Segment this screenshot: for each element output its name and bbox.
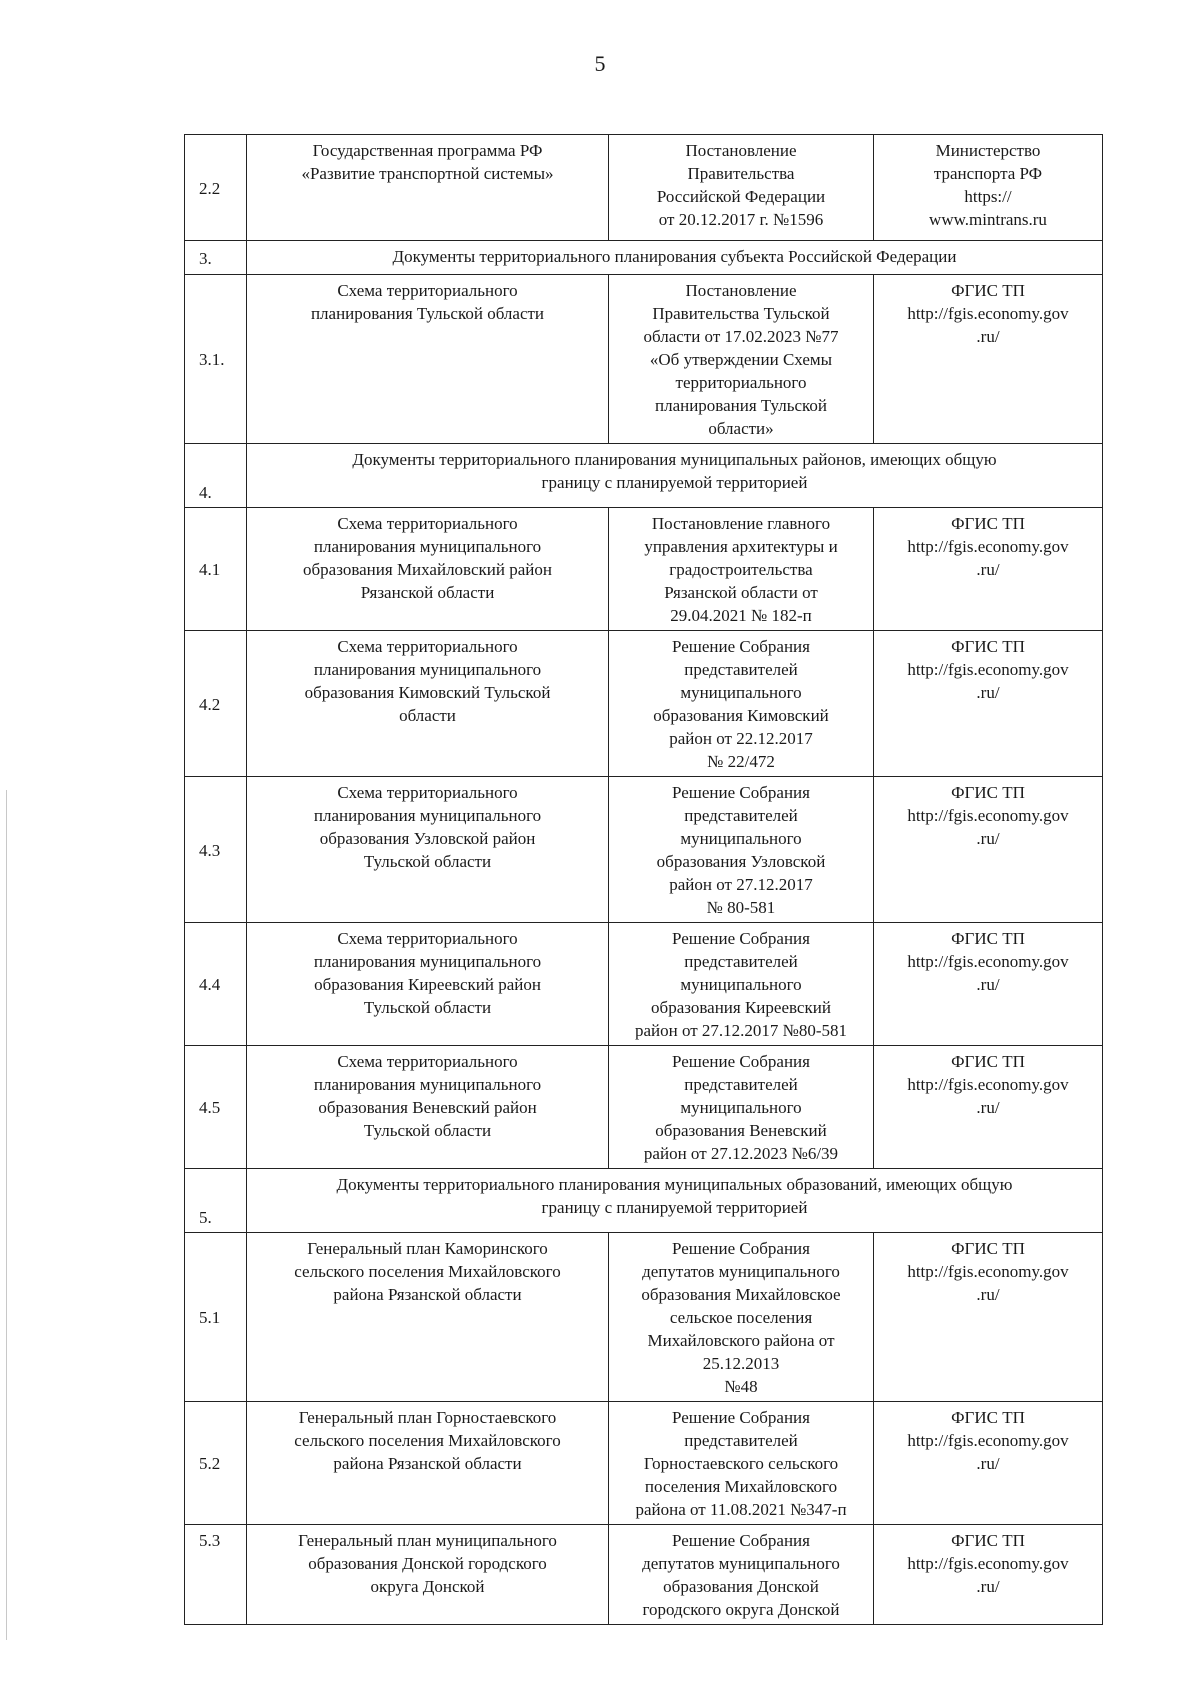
table-row [185,923,1103,1046]
source-reference: ФГИС ТП http://fgis.economy.gov .ru/ [874,1525,1103,1625]
approval-act: Решение Собрания представителей муниципального образования Киреевский район от 27.12.2017 №80-581 [609,923,874,1046]
approval-act: Постановление Правительства Тульской области от 17.02.2023 №77 «Об утверждении Схемы территориального планирования Тульской области» [609,275,874,444]
row-number: 4.2 [185,631,247,777]
table-row [185,1046,1103,1169]
document-name: Государственная программа РФ «Развитие транспортной системы» [247,135,609,241]
section-title: Документы территориального планирования муниципальных районов, имеющих общую границу с планируемой территорией [247,444,1103,508]
row-number: 5.2 [185,1402,247,1525]
table-row [185,1233,1103,1402]
row-number: 2.2 [185,135,247,241]
section-number: 4. [185,444,247,508]
source-reference: ФГИС ТП http://fgis.economy.gov .ru/ [874,1402,1103,1525]
section-title: Документы территориального планирования муниципальных образований, имеющих общую границу с планируемой территорией [247,1169,1103,1233]
approval-act: Постановление Правительства Российской Федерации от 20.12.2017 г. №1596 [609,135,874,241]
source-reference: ФГИС ТП http://fgis.economy.gov .ru/ [874,275,1103,444]
document-name: Схема территориального планирования муниципального образования Михайловский район Рязанской области [247,508,609,631]
document-name: Генеральный план Горностаевского сельского поселения Михайловского района Рязанской области [247,1402,609,1525]
approval-act: Решение Собрания депутатов муниципального образования Донской городского округа Донской [609,1525,874,1625]
section-number: 5. [185,1169,247,1233]
source-reference: ФГИС ТП http://fgis.economy.gov .ru/ [874,923,1103,1046]
row-number: 5.1 [185,1233,247,1402]
table-row [185,275,1103,444]
source-reference: Министерство транспорта РФ https:// www.mintrans.ru [874,135,1103,241]
document-name: Схема территориального планирования муниципального образования Веневский район Тульской области [247,1046,609,1169]
approval-act: Решение Собрания представителей муниципального образования Узловской район от 27.12.2017 № 80-581 [609,777,874,923]
row-number: 4.4 [185,923,247,1046]
table-row [185,135,1103,241]
table-row [185,1402,1103,1525]
section-row [185,1169,1103,1233]
scan-edge-line [6,790,7,1640]
row-number: 4.3 [185,777,247,923]
approval-act: Решение Собрания депутатов муниципального образования Михайловское сельское поселения Михайловского района от 25.12.2013 №48 [609,1233,874,1402]
approval-act: Решение Собрания представителей муниципального образования Кимовский район от 22.12.2017 № 22/472 [609,631,874,777]
document-name: Схема территориального планирования муниципального образования Узловской район Тульской области [247,777,609,923]
source-reference: ФГИС ТП http://fgis.economy.gov .ru/ [874,1233,1103,1402]
section-title: Документы территориального планирования субъекта Российской Федерации [247,241,1103,275]
row-number: 5.3 [185,1525,247,1625]
table-row [185,777,1103,923]
section-row [185,444,1103,508]
table-row [185,1525,1103,1625]
document-name: Схема территориального планирования муниципального образования Киреевский район Тульской области [247,923,609,1046]
document-name: Схема территориального планирования Тульской области [247,275,609,444]
approval-act: Решение Собрания представителей Горностаевского сельского поселения Михайловского района от 11.08.2021 №347-п [609,1402,874,1525]
section-row [185,241,1103,275]
source-reference: ФГИС ТП http://fgis.economy.gov .ru/ [874,777,1103,923]
document-name: Схема территориального планирования муниципального образования Кимовский Тульской области [247,631,609,777]
row-number: 4.5 [185,1046,247,1169]
source-reference: ФГИС ТП http://fgis.economy.gov .ru/ [874,1046,1103,1169]
documents-table [184,134,1103,1625]
page-number: 5 [594,51,606,76]
table-row [185,631,1103,777]
row-number: 3.1. [185,275,247,444]
row-number: 4.1 [185,508,247,631]
source-reference: ФГИС ТП http://fgis.economy.gov .ru/ [874,508,1103,631]
approval-act: Решение Собрания представителей муниципального образования Веневский район от 27.12.2023 №6/39 [609,1046,874,1169]
document-name: Генеральный план Каморинского сельского поселения Михайловского района Рязанской области [247,1233,609,1402]
source-reference: ФГИС ТП http://fgis.economy.gov .ru/ [874,631,1103,777]
table-row [185,508,1103,631]
approval-act: Постановление главного управления архитектуры и градостроительства Рязанской области от 29.04.2021 № 182-п [609,508,874,631]
section-number: 3. [185,241,247,275]
document-name: Генеральный план муниципального образования Донской городского округа Донской [247,1525,609,1625]
